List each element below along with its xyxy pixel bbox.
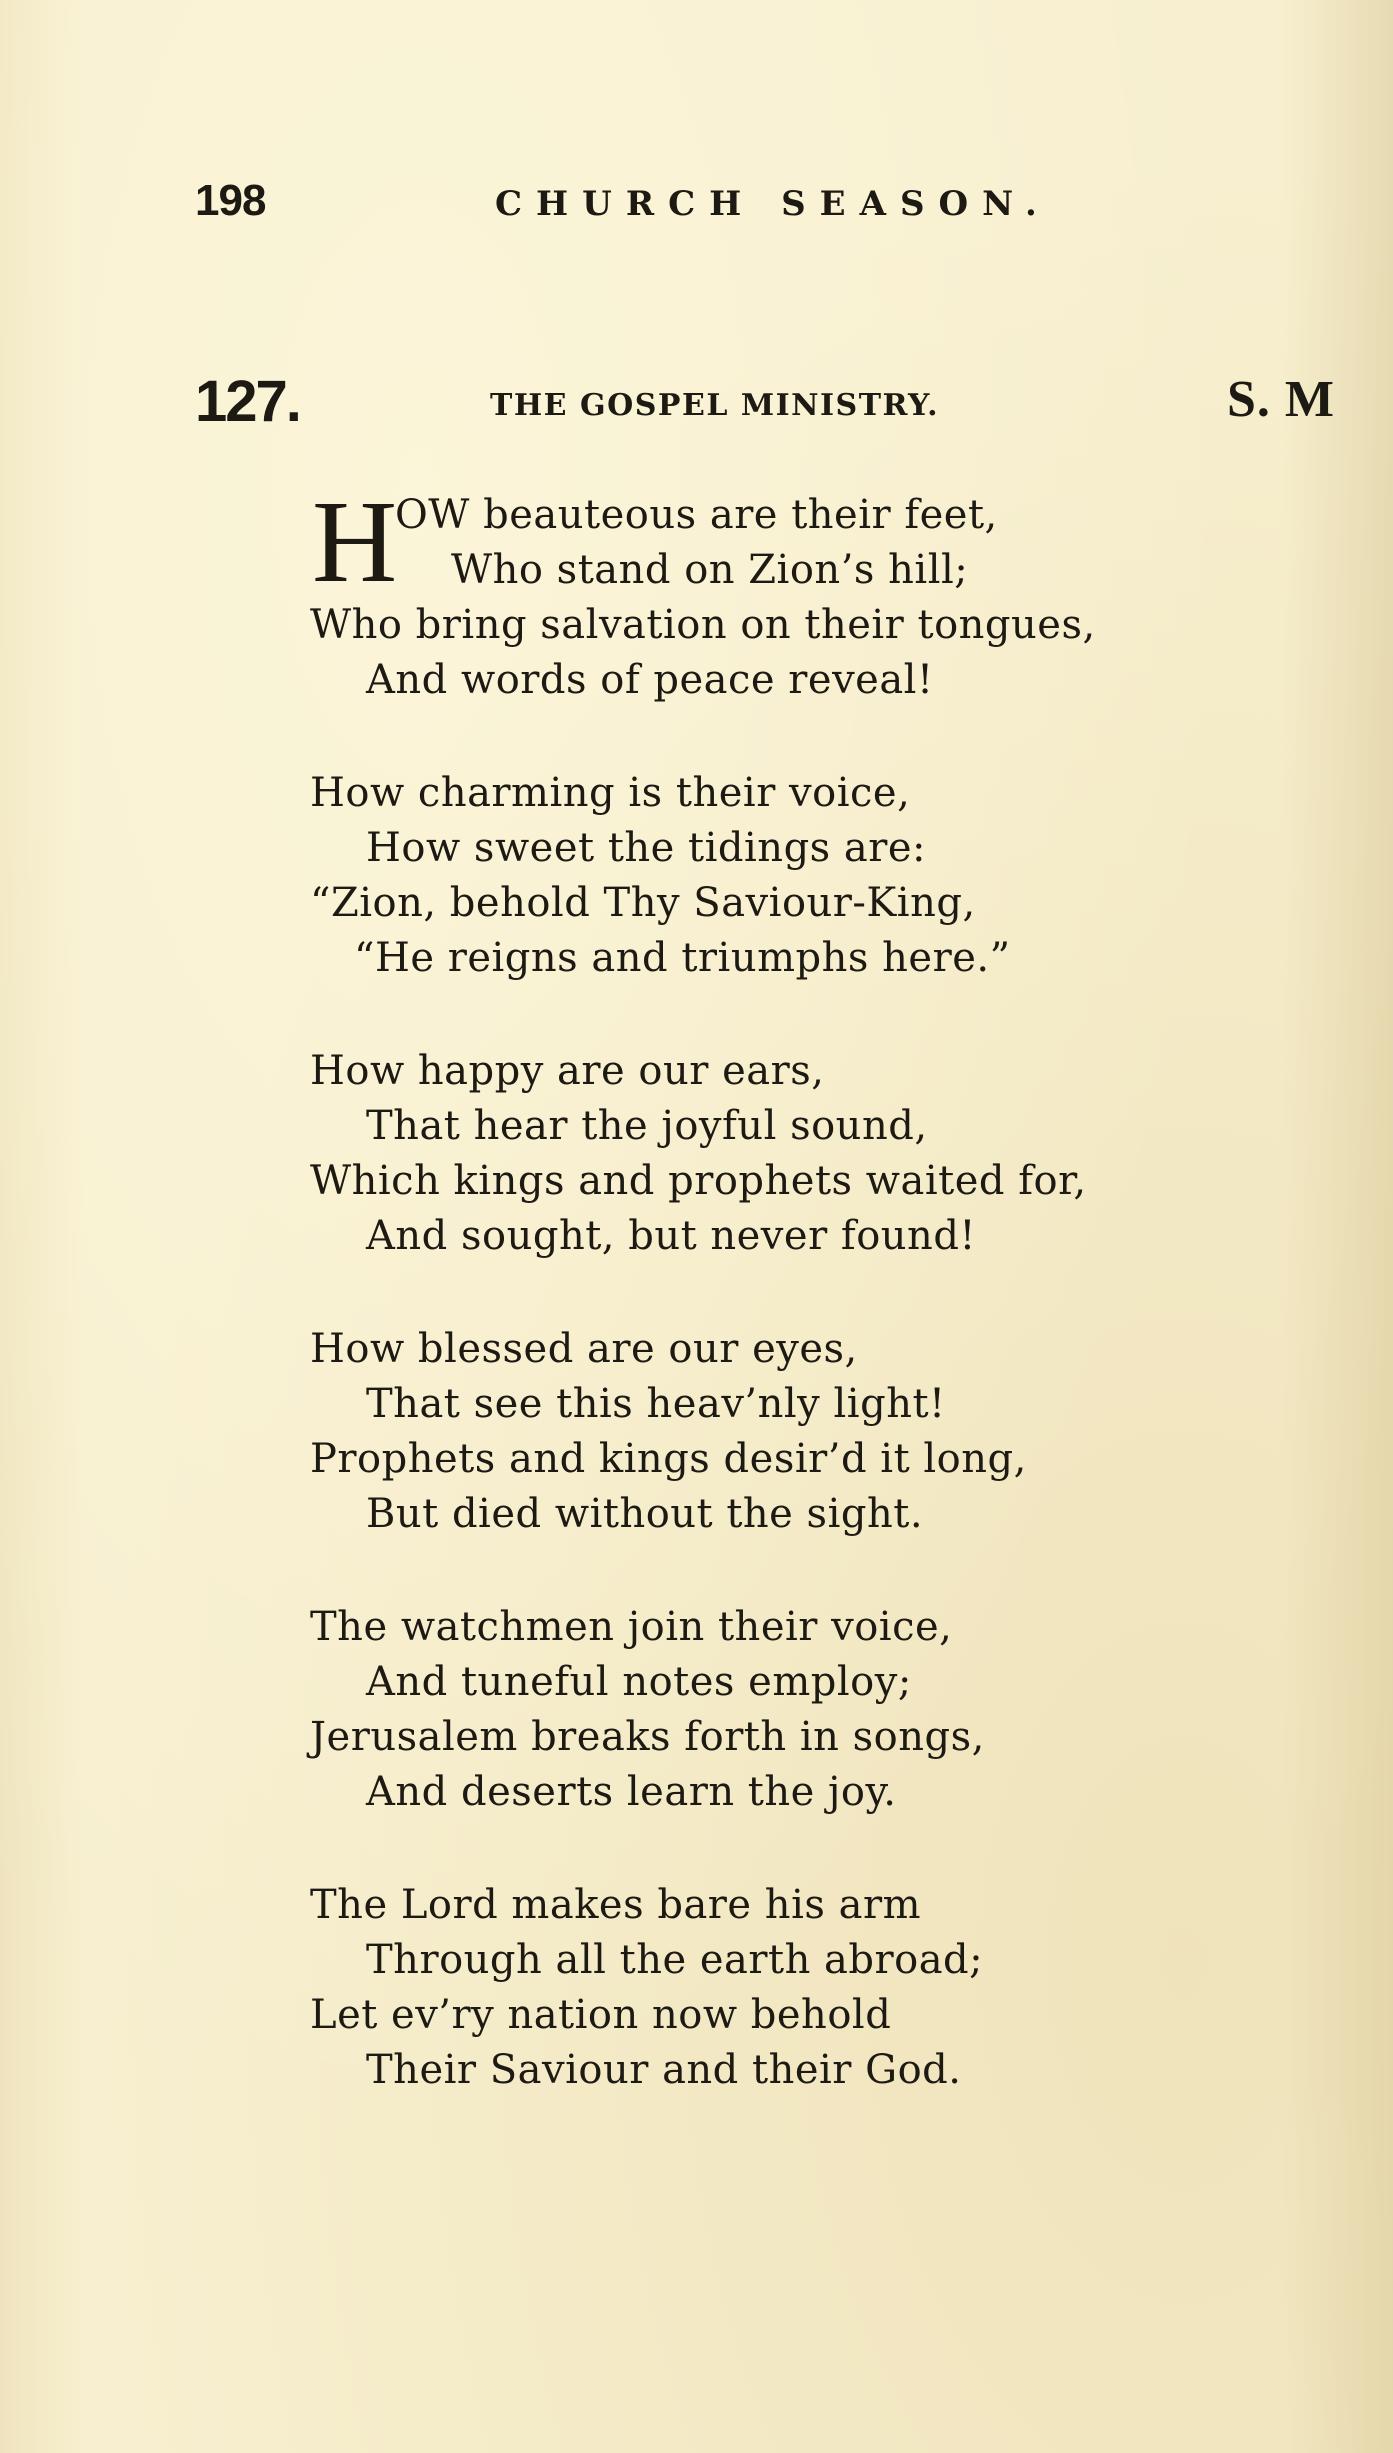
page-number: 198 — [195, 176, 266, 225]
stanza-line: The watchmen join their voice, — [310, 1604, 953, 1650]
stanza-5 — [310, 1600, 1290, 1820]
running-head — [195, 176, 1065, 236]
stanza-line: Their Saviour and their God. — [366, 2047, 962, 2093]
stanza-line: How blessed are our eyes, — [310, 1326, 858, 1372]
stanza-line: “He reigns and triumphs here.” — [354, 935, 1011, 981]
stanza-line: Who stand on Zion’s hill; — [451, 547, 969, 593]
hymn-text — [310, 476, 1290, 2156]
stanza-line: Which kings and prophets waited for, — [310, 1158, 1087, 1204]
stanza-2 — [310, 766, 1290, 986]
hymn-meter: S. M — [1227, 371, 1335, 428]
stanza-1 — [310, 476, 1290, 708]
first-line-text: OW beauteous are their feet, — [395, 492, 998, 538]
stanza-line: And words of peace reveal! — [366, 657, 934, 703]
stanza-line: Prophets and kings desir’d it long, — [310, 1436, 1027, 1482]
stanza-4 — [310, 1322, 1290, 1542]
stanza-line: And deserts learn the joy. — [366, 1769, 897, 1815]
stanza-line: The Lord makes bare his arm — [310, 1882, 921, 1928]
stanza-line: Jerusalem breaks forth in songs, — [310, 1714, 985, 1760]
stanza-line: How charming is their voice, — [310, 770, 911, 816]
stanza-6 — [310, 1878, 1290, 2098]
stanza-line: That hear the joyful sound, — [366, 1103, 928, 1149]
hymn-number: 127. — [195, 369, 300, 434]
stanza-line: Who bring salvation on their tongues, — [310, 602, 1096, 648]
section-title: CHURCH SEASON. — [495, 184, 1051, 224]
stanza-line: How happy are our ears, — [310, 1048, 825, 1094]
drop-cap: H — [312, 476, 398, 607]
stanza-line: Let ev’ry nation now behold — [310, 1992, 892, 2038]
stanza-line: That see this heav’nly light! — [366, 1381, 946, 1427]
stanza-line: But died without the sight. — [366, 1491, 924, 1537]
stanza-line: “Zion, behold Thy Saviour-King, — [310, 880, 976, 926]
stanza-line: How sweet the tidings are: — [366, 825, 927, 871]
stanza-3 — [310, 1044, 1290, 1264]
hymn-header — [195, 368, 1335, 438]
stanza-line: Through all the earth abroad; — [366, 1937, 984, 1983]
stanza-line: And sought, but never found! — [366, 1213, 976, 1259]
stanza-line: And tuneful notes employ; — [366, 1659, 912, 1705]
hymn-title: THE GOSPEL MINISTRY. — [490, 388, 940, 423]
